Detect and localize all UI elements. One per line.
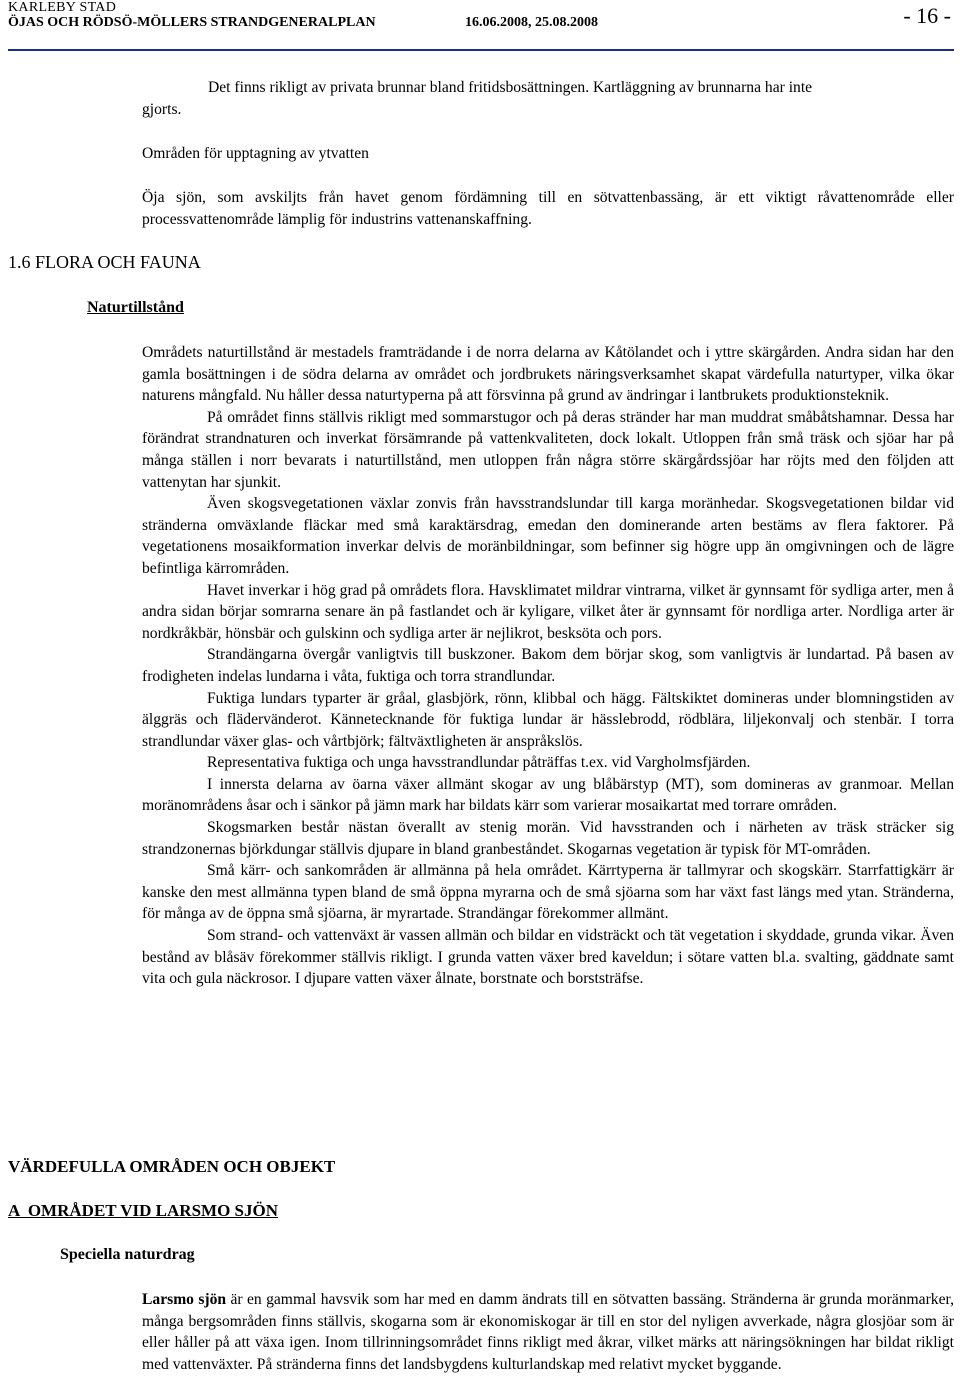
- wells-text-line1: Det finns rikligt av privata brunnar bland fritidsbosättningen. Kartläggning av brunnarna har inte: [208, 79, 813, 96]
- section-heading-flora-fauna: 1.6 FLORA OCH FAUNA: [8, 252, 201, 272]
- valuable-areas-heading: VÄRDEFULLA OMRÅDEN OCH OBJEKT: [8, 1157, 336, 1176]
- header-city: KARLEBY STAD: [8, 0, 117, 15]
- larsmo-text: är en gammal havsvik som har med en damm ändrats till en sötvatten bassäng. Stränderna är grunda moränmarker, många bergsområden finns ställvis, skogarna som är ekonomiskogar är till en stor del nyligen avverkade, några glosjöar som är eller håller på att växa igen. Inom tillrinningsområdet finns rikligt med åkrar, vilket märks att näringsökningen har bildat rikligt med vattenväxter. På stränderna finns det landsbygdens kulturlandskap med relativt mycket byggande.: [142, 1291, 954, 1373]
- surface-water-heading: Områden för upptagning av ytvatten: [142, 145, 369, 162]
- larsmo-paragraph: [142, 1289, 954, 1375]
- body-paragraph: Havet inverkar i hög grad på områdets flora. Havsklimatet mildrar vintrarna, vilket är gynnsamt för sydliga arter, men å andra sidan börjar somrarna senare än på fastlandet och är kyligare, vilket åter är gynnsamt för nordliga arter. Nordliga arter är nordkråkbär, hönsbär och gulskinn och sydliga arter är nejlikrot, besksöta och pors.: [142, 581, 954, 642]
- larsmo-lead: Larsmo sjön: [142, 1291, 227, 1308]
- surface-water-text: [142, 187, 954, 230]
- body-paragraph: Skogsmarken består nästan överallt av stenig morän. Vid havsstranden och i närheten av träsk sträcker sig strandzonernas björkdungar ställvis djupare in bland granbeståndet. Skogarnas vegetation är typisk för MT-områden.: [142, 819, 954, 858]
- surface-water-paragraph: Öja sjön, som avskiljts från havet genom fördämning till en sötvattenbassäng, är ett viktigt råvattenområde eller processvattenområde lämplig för industrins vattenanskaffning.: [142, 189, 954, 228]
- body-paragraph: Strandängarna övergår vanligtvis till buskzoner. Bakom dem börjar skog, som vanligtvis är lundartad. På basen av frodigheten indelas lundarna i våta, fuktiga och torra strandlundar.: [142, 646, 954, 685]
- header-dates: 16.06.2008, 25.08.2008: [465, 15, 598, 30]
- body-paragraph: Representativa fuktiga och unga havsstrandlundar påträffas t.ex. vid Vargholmsfjärden.: [207, 754, 751, 772]
- subheading-naturtillstand: Naturtillstånd: [87, 299, 184, 316]
- body-paragraph: Fuktiga lundars typarter är gråal, glasbjörk, rönn, klibbal och hägg. Fältskiktet domineras under blomningstiden av älggräs och flädervänderot. Kännetecknande för fuktiga lundar är hässlebrodd, rödblära, liljekonvalj och stenbär. I torra strandlundar växer glas- och vårtbjörk; fältväxtligheten är anspråkslös.: [142, 689, 954, 750]
- body-paragraph: Även skogsvegetationen växlar zonvis från havsstrandslundar till karga moränhedar. Skogsvegetationen bildar vid stränderna omväxlande fläckar med små karaktärsdrag, emedan den dominerande arten bestäms av flera faktorer. På vegetationens mosaikformation inverkar delvis de moränbildningar, som befinner sig högre upp än omgivningen och de lägre befintliga kärrområden.: [142, 495, 954, 577]
- naturtillstand-body: [142, 342, 954, 990]
- body-paragraph: Små kärr- och sankområden är allmänna på hela området. Kärrtyperna är tallmyrar och skogskärr. Starrfattigkärr är kanske den mest allmänna typen bland de små öppna myrarna och de små sjöarna som har växt fast längs med ytan. Stränderna, för många av de öppna små sjöarna, är myrartade. Strandängar förekommer allmänt.: [142, 862, 954, 923]
- header-rule: [8, 49, 954, 51]
- header-title: ÖJAS OCH RÖDSÖ-MÖLLERS STRANDGENERALPLAN: [8, 15, 376, 30]
- page-number: - 16 -: [903, 3, 951, 28]
- larsmo-body: [142, 1289, 954, 1375]
- body-paragraph: I innersta delarna av öarna växer allmänt skogar av ung blåbärstyp (MT), som domineras av granmoar. Mellan moränområdens åsar och i sänkor på jämn mark har bildats kärr som varierar mosaikartat med torrare områden.: [142, 775, 954, 815]
- area-a-heading: A OMRÅDET VID LARSMO SJÖN: [8, 1201, 278, 1220]
- body-paragraph: Som strand- och vattenväxt är vassen allmän och bildar en vidsträckt och tät vegetation i skyddade, grunda vikar. Även bestånd av blåsäv förekommer ställvis rikligt. I grunda vatten växer bred kaveldun; i sötare vatten bl.a. svalting, gäddnate samt vita och gula näckrosor. I djupare vatten växer ålnate, borstnate och borststräfse.: [142, 927, 954, 988]
- wells-text-line2: gjorts.: [142, 101, 182, 118]
- special-features-heading: Speciella naturdrag: [60, 1246, 195, 1263]
- body-paragraph: På området finns ställvis rikligt med sommarstugor och på deras stränder har man muddrat småbåtshamnar. Dessa har förändrat strandnaturen och inverkat försämrande på vattenkvaliteten, dock lokalt. Utloppen från små träsk och sjöar har på många ställen i norr bevarats i naturtillstånd, men utloppen från några större skärgårdssjöar har röjts med den följden att vattenytan har sjunkit.: [142, 408, 954, 491]
- body-paragraph: Områdets naturtillstånd är mestadels framträdande i de norra delarna av Kåtölandet och i yttre skärgården. Andra sidan har den gamla bosättningen i de södra delarna av området och jordbrukets näringsverksamhet skapat värdefulla naturtyper, vilka ökar naturens mångfald. Nu håller dessa naturtyperna på att försvinna på grund av ändringar i lantbrukets produktionsteknik.: [142, 344, 954, 405]
